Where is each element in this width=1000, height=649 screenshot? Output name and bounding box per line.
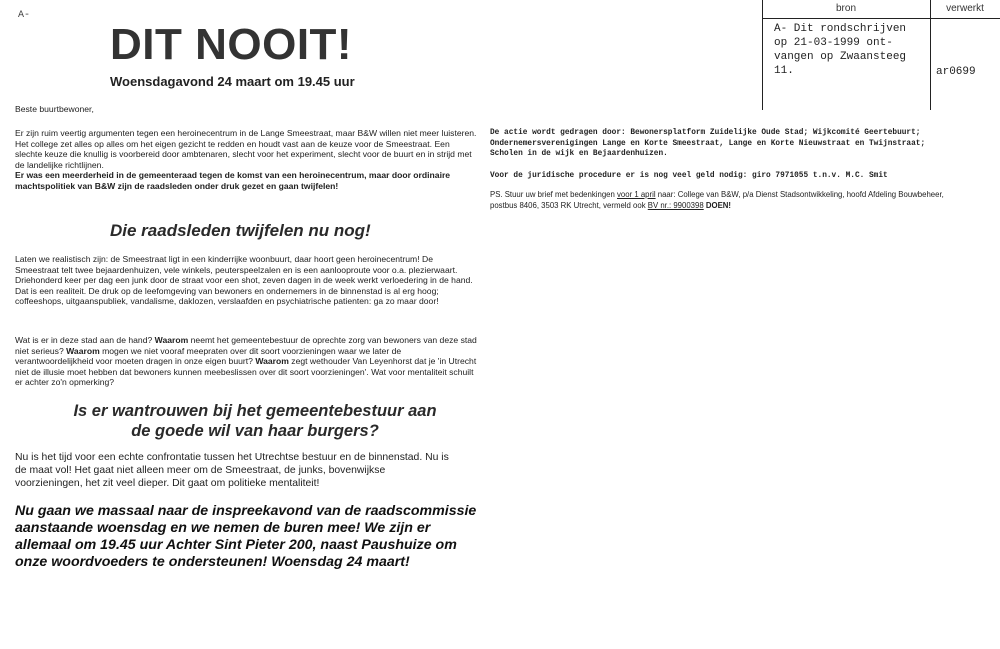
paragraph-confrontatie: Nu is het tijd voor een echte confrontatie tussen het Utrechtse bestuur en de binnenstad. Nu is de maat vol! Het gaat niet alleen meer om de Smeestraat, de junks, bovenwijkse voorzieningen, het zit veel dieper. Dit gaat om politieke mentaliteit!	[15, 452, 449, 489]
paragraph-intro-text: Er zijn ruim veertig argumenten tegen een heroinecentrum in de Lange Smeestraat, maar B&W willen niet meer luisteren. Het college zet alles op alles om het eigen gezicht te redden en houdt vast aan de keuze voor de Smeestraat. Een slechte keuze die knullig is voorbereid door ambtenaren, slecht voor het experiment, slecht voor de buurt en in strijd met de landelijke richtlijnen.	[15, 128, 477, 170]
heading-line: Is er wantrouwen bij het gemeentebestuur aan	[73, 402, 437, 420]
stamp-note-line: A- Dit rondschrijven	[774, 23, 907, 35]
stamp-bron-header: bron	[762, 0, 930, 19]
call-to-action: Nu gaan we massaal naar de inspreekavond van de raadscommissie aanstaande woensdag en we nemen de buren mee! We zijn er allemaal om 19.45 uur Achter Sint Pieter 200, naast Paushuize om onze woordvoeders te ondersteunen! Woensdag 24 maart!	[15, 503, 477, 570]
sidebar-actie: De actie wordt gedragen door: Bewonersplatform Zuidelijke Oude Stad; Wijkcomité Geertebuurt; Ondernemersverenigingen Lange en Korte Smeestraat, Lange en Korte Nieuwstraat en Twijnstraat; Scholen in de wijk en Bejaardenhuizen.	[490, 129, 926, 159]
bv-number: BV nr.: 9900398	[647, 200, 704, 210]
stamp-note-line: vangen op Zwaansteeg	[774, 51, 907, 63]
archive-code: ar0699	[936, 66, 976, 78]
corner-mark: A-	[18, 10, 31, 21]
waarom-keyword: Waarom	[66, 345, 100, 356]
greeting: Beste buurtbewoner,	[15, 104, 94, 114]
text: Wat is er in deze stad aan de hand?	[15, 335, 153, 345]
text: PS. Stuur uw brief met bedenkingen	[490, 190, 615, 199]
paragraph-realistisch: Laten we realistisch zijn: de Smeestraat ligt in een kinderrijke woonbuurt, daar hoort geen heroinecentrum! De Smeestraat telt twee bejaardenhuizen, vele winkels, peuterspeelzalen en is een aanlooproute voor o.a. plezierwaart. Driehonderd keer per dag een junk door de straat voor een shot, zeven dagen in de week werkt verloedering in de hand. Dat is een realiteit. De druk op de leefomgeving van bewoners en ondernemers in de binnenstad is al erg hoog; coffeeshops, uitgaanspubliek, vandalisme, daklozen, verslaafden en psychiatrische patienten: ga zo maar door!	[15, 254, 473, 307]
waarom-keyword: Waarom	[255, 356, 289, 367]
waarom-keyword: Waarom	[154, 335, 189, 345]
page-title: DIT NOOIT!	[110, 20, 353, 69]
sidebar-procedure: Voor de juridische procedure er is nog veel geld nodig: giro 7971055 t.n.v. M.C. Smit	[490, 172, 888, 180]
paragraph-waarom	[15, 335, 479, 388]
paragraph-intro	[15, 128, 477, 192]
paragraph-intro-bold: Er was een meerderheid in de gemeenteraad tegen de komst van een heroinecentrum, maar door ordinaire machtspolitiek van B&W zijn de raadsleden onder druk gezet en gaan twijfelen!	[15, 170, 451, 191]
stamp-verwerkt-header: verwerkt	[930, 0, 1000, 19]
text: naar: College van B&W, p/a Dienst Stadsontwikkeling, hoofd Afdeling Bouwbeheer, postbus 8406, 3503 RK Utrecht, vermeld ook	[490, 190, 944, 210]
sidebar-ps	[490, 190, 952, 211]
deadline: voor 1 april	[617, 190, 656, 199]
heading-twijfelen: Die raadsleden twijfelen nu nog!	[110, 221, 371, 240]
heading-line: de goede wil van haar burgers?	[131, 422, 379, 440]
text: zegt wethouder Van Leyenhorst dat je 'in Utrecht niet de illusie moet hebben dat bewoners kunnen meebeslissen over dit soort voorzieningen'. Wat voor mentaliteit schuilt er achter zo'n opmerking?	[15, 356, 477, 388]
heading-wantrouwen	[50, 401, 460, 441]
doen: DOEN!	[705, 200, 731, 210]
stamp-note-line: 11.	[774, 65, 794, 77]
page-subtitle: Woensdagavond 24 maart om 19.45 uur	[110, 74, 355, 89]
text: neemt het gemeentebestuur de oprechte zorg van bewoners van deze stad niet serieus?	[15, 335, 477, 356]
archive-stamp	[762, 0, 1000, 110]
text: mogen we niet vooraf meepraten over dit soort voorzieningen waar we later de verantwoordelijkheid voor moeten dragen in onze eigen buurt?	[15, 345, 402, 367]
stamp-note-line: op 21-03-1999 ont-	[774, 37, 893, 49]
stamp-note	[774, 22, 906, 78]
